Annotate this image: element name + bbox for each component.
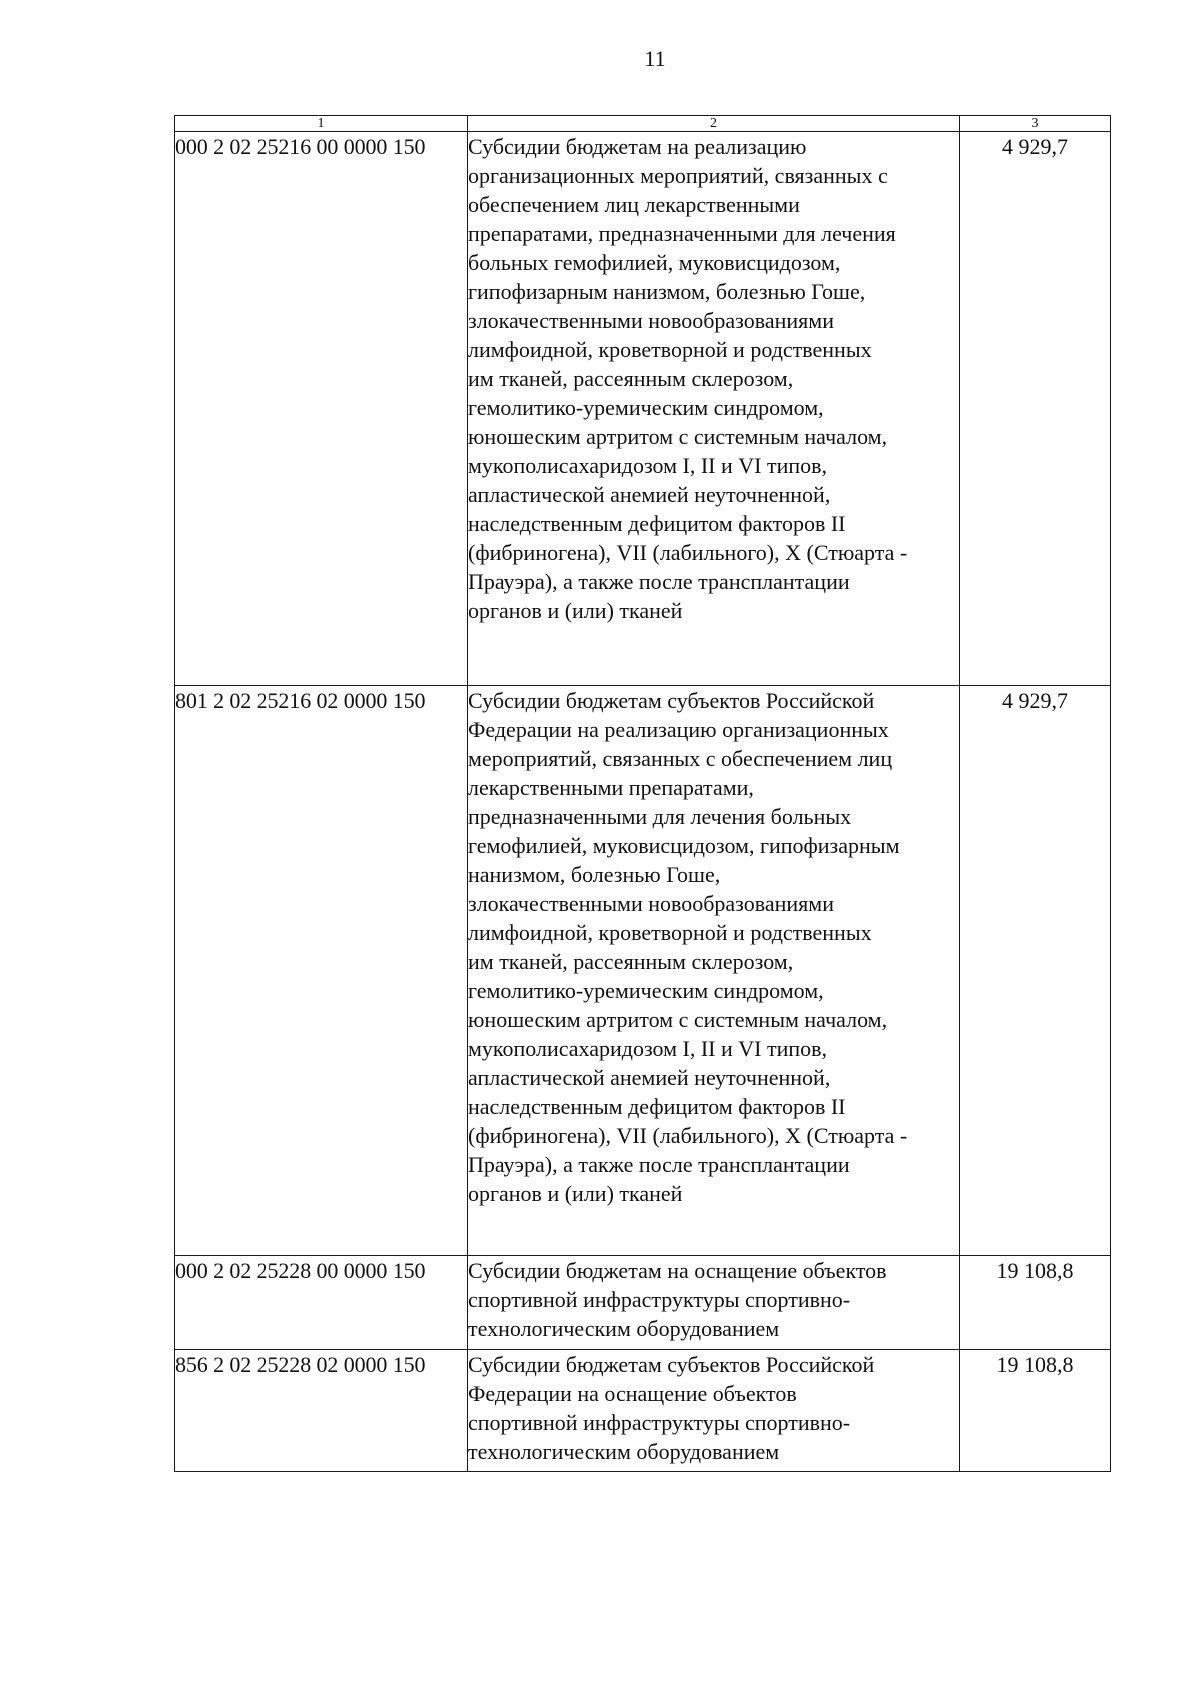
- classification-code: 856 2 02 25228 02 0000 150: [175, 1350, 468, 1472]
- amount-value: 4 929,7: [960, 686, 1111, 1256]
- budget-table: [174, 115, 1111, 1472]
- description-line: злокачественными новообразованиями: [468, 308, 834, 333]
- income-description: [468, 132, 960, 686]
- description-line: организационных мероприятий, связанных с: [468, 163, 888, 188]
- description-line: юношеским артритом с системным началом,: [468, 424, 888, 449]
- description-line: Прауэра), а также после трансплантации: [468, 1152, 850, 1177]
- header-column-1: 1: [175, 116, 468, 132]
- description-line: Субсидии бюджетам субъектов Российской: [468, 688, 875, 713]
- description-line: обеспечением лиц лекарственными: [468, 192, 800, 217]
- description-line: препаратами, предназначенными для лечения: [468, 221, 896, 246]
- amount-value: 19 108,8: [960, 1256, 1111, 1350]
- description-line: больных гемофилией, муковисцидозом,: [468, 250, 841, 275]
- description-line: технологическим оборудованием: [468, 1316, 780, 1341]
- description-line: лимфоидной, кроветворной и родственных: [468, 337, 872, 362]
- description-line: спортивной инфраструктуры спортивно-: [468, 1287, 851, 1312]
- description-line: гемолитико-уремическим синдромом,: [468, 978, 824, 1003]
- classification-code: 000 2 02 25216 00 0000 150: [175, 132, 468, 686]
- amount-value: 19 108,8: [960, 1350, 1111, 1472]
- classification-code: 801 2 02 25216 02 0000 150: [175, 686, 468, 1256]
- description-line: им тканей, рассеянным склерозом,: [468, 949, 794, 974]
- description-line: наследственным дефицитом факторов II: [468, 511, 846, 536]
- income-description: [468, 1256, 960, 1350]
- description-line: им тканей, рассеянным склерозом,: [468, 366, 794, 391]
- description-line: Федерации на реализацию организационных: [468, 717, 889, 742]
- description-line: органов и (или) тканей: [468, 1181, 683, 1206]
- description-line: гипофизарным нанизмом, болезнью Гоше,: [468, 279, 866, 304]
- description-line: нанизмом, болезнью Гоше,: [468, 862, 721, 887]
- page-number: 11: [644, 46, 666, 71]
- description-line: злокачественными новообразованиями: [468, 891, 834, 916]
- header-column-2: 2: [468, 116, 960, 132]
- income-description: [468, 1350, 960, 1472]
- description-line: лекарственными препаратами,: [468, 775, 754, 800]
- description-line: органов и (или) тканей: [468, 598, 683, 623]
- description-line: спортивной инфраструктуры спортивно-: [468, 1410, 851, 1435]
- description-line: технологическим оборудованием: [468, 1439, 780, 1464]
- description-line: мероприятий, связанных с обеспечением лиц: [468, 746, 893, 771]
- table-row: [175, 1350, 1111, 1472]
- description-line: мукополисахаридозом I, II и VI типов,: [468, 453, 828, 478]
- description-line: апластической анемией неуточненной,: [468, 482, 831, 507]
- description-line: гемофилией, муковисцидозом, гипофизарным: [468, 833, 900, 858]
- description-line: Субсидии бюджетам субъектов Российской: [468, 1352, 875, 1377]
- table-row: [175, 132, 1111, 686]
- income-description: [468, 686, 960, 1256]
- table-row: [175, 1256, 1111, 1350]
- description-line: юношеским артритом с системным началом,: [468, 1007, 888, 1032]
- classification-code: 000 2 02 25228 00 0000 150: [175, 1256, 468, 1350]
- table-row: [175, 686, 1111, 1256]
- description-line: Прауэра), а также после трансплантации: [468, 569, 850, 594]
- description-line: Субсидии бюджетам на реализацию: [468, 134, 807, 159]
- description-line: (фибриногена), VII (лабильного), X (Стюарта -: [468, 540, 908, 565]
- description-line: Федерации на оснащение объектов: [468, 1381, 797, 1406]
- description-line: мукополисахаридозом I, II и VI типов,: [468, 1036, 828, 1061]
- table-header-row: [175, 116, 1111, 132]
- header-column-3: 3: [960, 116, 1111, 132]
- description-line: Субсидии бюджетам на оснащение объектов: [468, 1258, 887, 1283]
- description-line: наследственным дефицитом факторов II: [468, 1094, 846, 1119]
- description-line: апластической анемией неуточненной,: [468, 1065, 831, 1090]
- description-line: гемолитико-уремическим синдромом,: [468, 395, 824, 420]
- amount-value: 4 929,7: [960, 132, 1111, 686]
- description-line: предназначенными для лечения больных: [468, 804, 852, 829]
- description-line: (фибриногена), VII (лабильного), X (Стюарта -: [468, 1123, 908, 1148]
- description-line: лимфоидной, кроветворной и родственных: [468, 920, 872, 945]
